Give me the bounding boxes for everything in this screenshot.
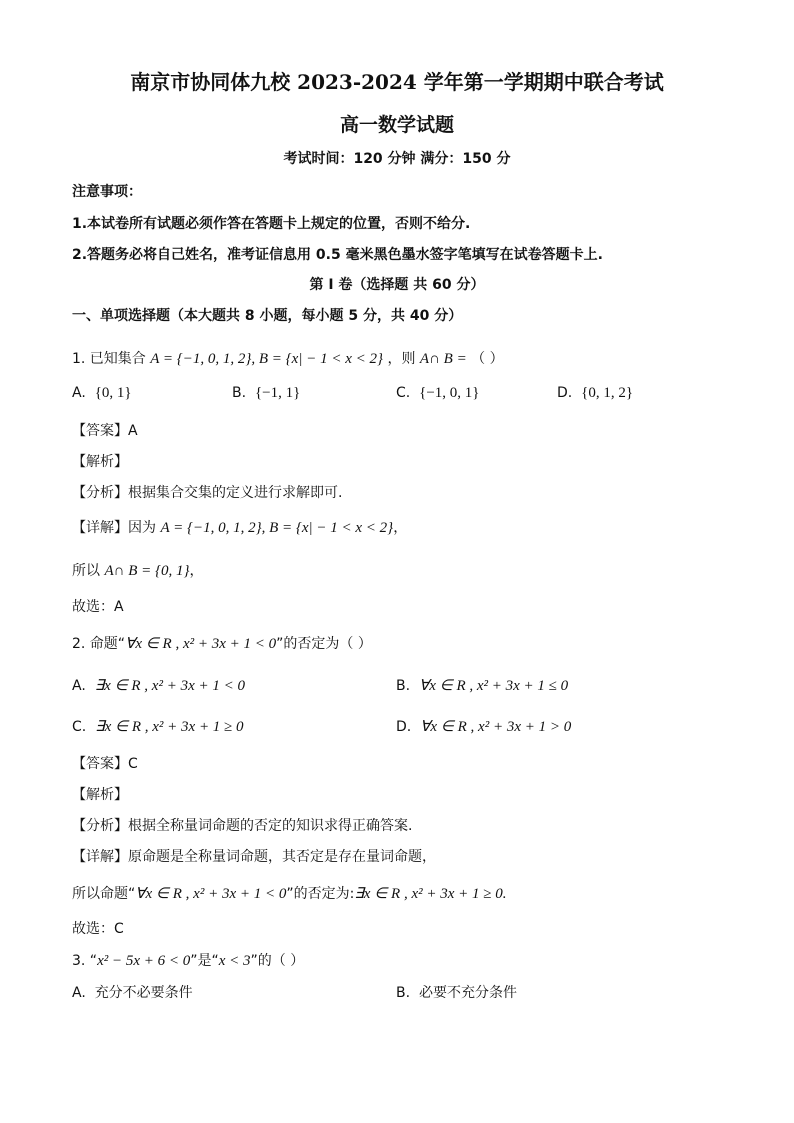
detail-math: A = {−1, 0, 1, 2}, B = {x| − 1 < x < 2}	[160, 520, 394, 536]
q3-option-a	[72, 984, 193, 1002]
detail-prefix: 【详解】因为	[72, 520, 156, 536]
q2-answer: 【答案】C	[72, 756, 138, 772]
option-text: ∃x ∈ R , x² + 3x + 1 < 0	[94, 678, 245, 694]
option-label: D.	[557, 385, 573, 401]
option-label: C.	[396, 385, 411, 401]
q2-analysis: 【解析】	[72, 787, 128, 803]
q2-choose: 故选：C	[72, 921, 124, 937]
q1-option-b	[232, 384, 300, 402]
question-1-prefix: 1. 已知集合	[72, 351, 146, 367]
conclusion-prefix: 所以命题“	[72, 886, 136, 902]
detail-suffix: ，	[393, 520, 408, 536]
option-text: 必要不充分条件	[418, 985, 517, 1001]
question-1-paren: （ ）	[471, 351, 504, 367]
option-label: B.	[396, 985, 411, 1001]
q1-fenxi: 【分析】根据集合交集的定义进行求解即可.	[72, 485, 343, 501]
q2-option-a	[72, 677, 245, 695]
exam-title: 南京市协同体九校 2023-2024 学年第一学期期中联合考试	[130, 70, 664, 94]
conclusion-math: A∩ B = {0, 1}	[104, 563, 190, 579]
q1-answer: 【答案】A	[72, 423, 138, 439]
question-3-mid: ”是“	[190, 953, 219, 969]
notes-heading: 注意事项：	[72, 184, 142, 200]
question-1	[72, 350, 504, 368]
notes-item-1: 1.本试卷所有试题必须作答在答题卡上规定的位置，否则不给分.	[72, 216, 471, 232]
option-text: 充分不必要条件	[94, 985, 193, 1001]
question-3-math: x² − 5x + 6 < 0	[97, 953, 191, 969]
conclusion-prefix: 所以	[72, 563, 100, 579]
question-3-prefix: 3. “	[72, 953, 98, 969]
q2-conclusion	[72, 885, 506, 903]
conclusion-math: ∀x ∈ R , x² + 3x + 1 < 0	[135, 886, 287, 902]
q2-detail: 【详解】原命题是全称量词命题，其否定是存在量词命题，	[72, 849, 436, 865]
q2-option-b	[396, 677, 568, 695]
q1-conclusion	[72, 562, 203, 580]
option-text: ∀x ∈ R , x² + 3x + 1 > 0	[420, 719, 572, 735]
option-label: A.	[72, 985, 86, 1001]
q1-option-a	[72, 384, 132, 402]
exam-subtitle: 高一数学试题	[339, 114, 454, 136]
q2-fenxi: 【分析】根据全称量词命题的否定的知识求得正确答案.	[72, 818, 413, 834]
question-1-math2: A∩ B =	[419, 351, 467, 367]
question-2	[72, 635, 372, 653]
q2-option-c	[72, 718, 244, 736]
q1-option-c	[396, 384, 480, 402]
q1-detail	[72, 519, 407, 537]
option-label: A.	[72, 385, 86, 401]
question-2-prefix: 2. 命题“	[72, 636, 126, 652]
q1-option-d	[557, 384, 633, 402]
option-label: B.	[232, 385, 247, 401]
option-text: ∀x ∈ R , x² + 3x + 1 ≤ 0	[418, 678, 569, 694]
option-label: B.	[396, 678, 411, 694]
option-text: {0, 1}	[94, 385, 132, 401]
question-3-math2: x < 3	[218, 953, 251, 969]
option-text: {−1, 1}	[254, 385, 301, 401]
question-1-math: A = {−1, 0, 1, 2}, B = {x| − 1 < x < 2}	[150, 351, 383, 367]
section-heading: 一、单项选择题（本大题共 8 小题，每小题 5 分，共 40 分）	[72, 308, 463, 324]
option-text: {0, 1, 2}	[581, 385, 634, 401]
question-2-math: ∀x ∈ R , x² + 3x + 1 < 0	[125, 636, 277, 652]
conclusion-suffix: ，	[189, 563, 204, 579]
volume-heading: 第 I 卷（选择题 共 60 分）	[309, 277, 485, 293]
option-label: D.	[396, 719, 412, 735]
conclusion-mid: ”的否定为:	[286, 886, 355, 902]
conclusion-math2: ∃x ∈ R , x² + 3x + 1 ≥ 0.	[354, 886, 507, 902]
exam-info: 考试时间：120 分钟 满分：150 分	[283, 151, 511, 167]
q3-option-b	[396, 984, 517, 1002]
q2-option-d	[396, 718, 571, 736]
option-label: C.	[72, 719, 87, 735]
option-label: A.	[72, 678, 86, 694]
option-text: ∃x ∈ R , x² + 3x + 1 ≥ 0	[95, 719, 244, 735]
notes-item-2: 2.答题务必将自己姓名，准考证信息用 0.5 毫米黑色墨水签字笔填写在试卷答题卡上.	[72, 247, 603, 263]
question-3	[72, 952, 304, 970]
q1-choose: 故选：A	[72, 599, 124, 615]
question-3-suffix: ”的（ ）	[250, 953, 305, 969]
question-1-mid: ，则	[387, 351, 416, 367]
question-2-suffix: ”的否定为（ ）	[276, 636, 372, 652]
option-text: {−1, 0, 1}	[419, 385, 480, 401]
q1-analysis: 【解析】	[72, 454, 128, 470]
